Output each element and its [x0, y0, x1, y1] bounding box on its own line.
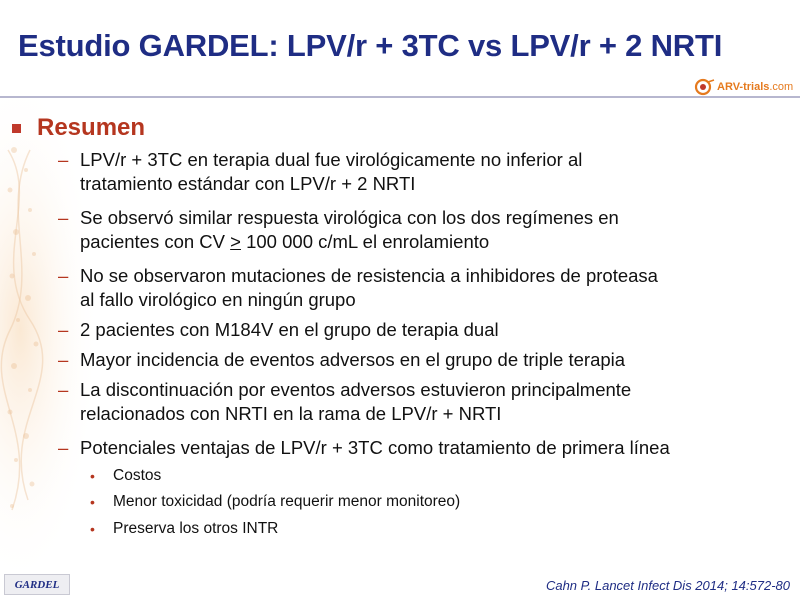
dash-bullet: – — [58, 319, 69, 340]
dot-bullet: • — [90, 468, 95, 484]
dot-bullet: • — [90, 494, 95, 510]
dash-bullet: – — [58, 265, 69, 286]
dash-bullet: – — [58, 379, 69, 400]
dash-bullet: – — [58, 437, 69, 458]
arv-trials-logo-icon — [694, 78, 716, 96]
greater-equal-symbol: > — [230, 231, 241, 252]
logo-text: ARV-trials.com — [717, 81, 794, 93]
dash-bullet: – — [58, 207, 69, 228]
dash-bullet: – — [58, 349, 69, 370]
citation: Cahn P. Lancet Infect Dis 2014; 14:572-80 — [545, 578, 790, 593]
arv-trials-logo — [694, 78, 793, 96]
dash-bullet: – — [58, 149, 69, 170]
square-bullet-icon — [12, 124, 21, 133]
study-badge: GARDEL — [4, 574, 70, 595]
section-heading — [12, 114, 145, 142]
slide-title: Estudio GARDEL: LPV/r + 3TC vs LPV/r + 2 NRTI — [18, 28, 723, 63]
title-divider — [0, 96, 800, 98]
dot-bullet: • — [90, 521, 95, 537]
heading-resumen: Resumen — [37, 114, 146, 141]
